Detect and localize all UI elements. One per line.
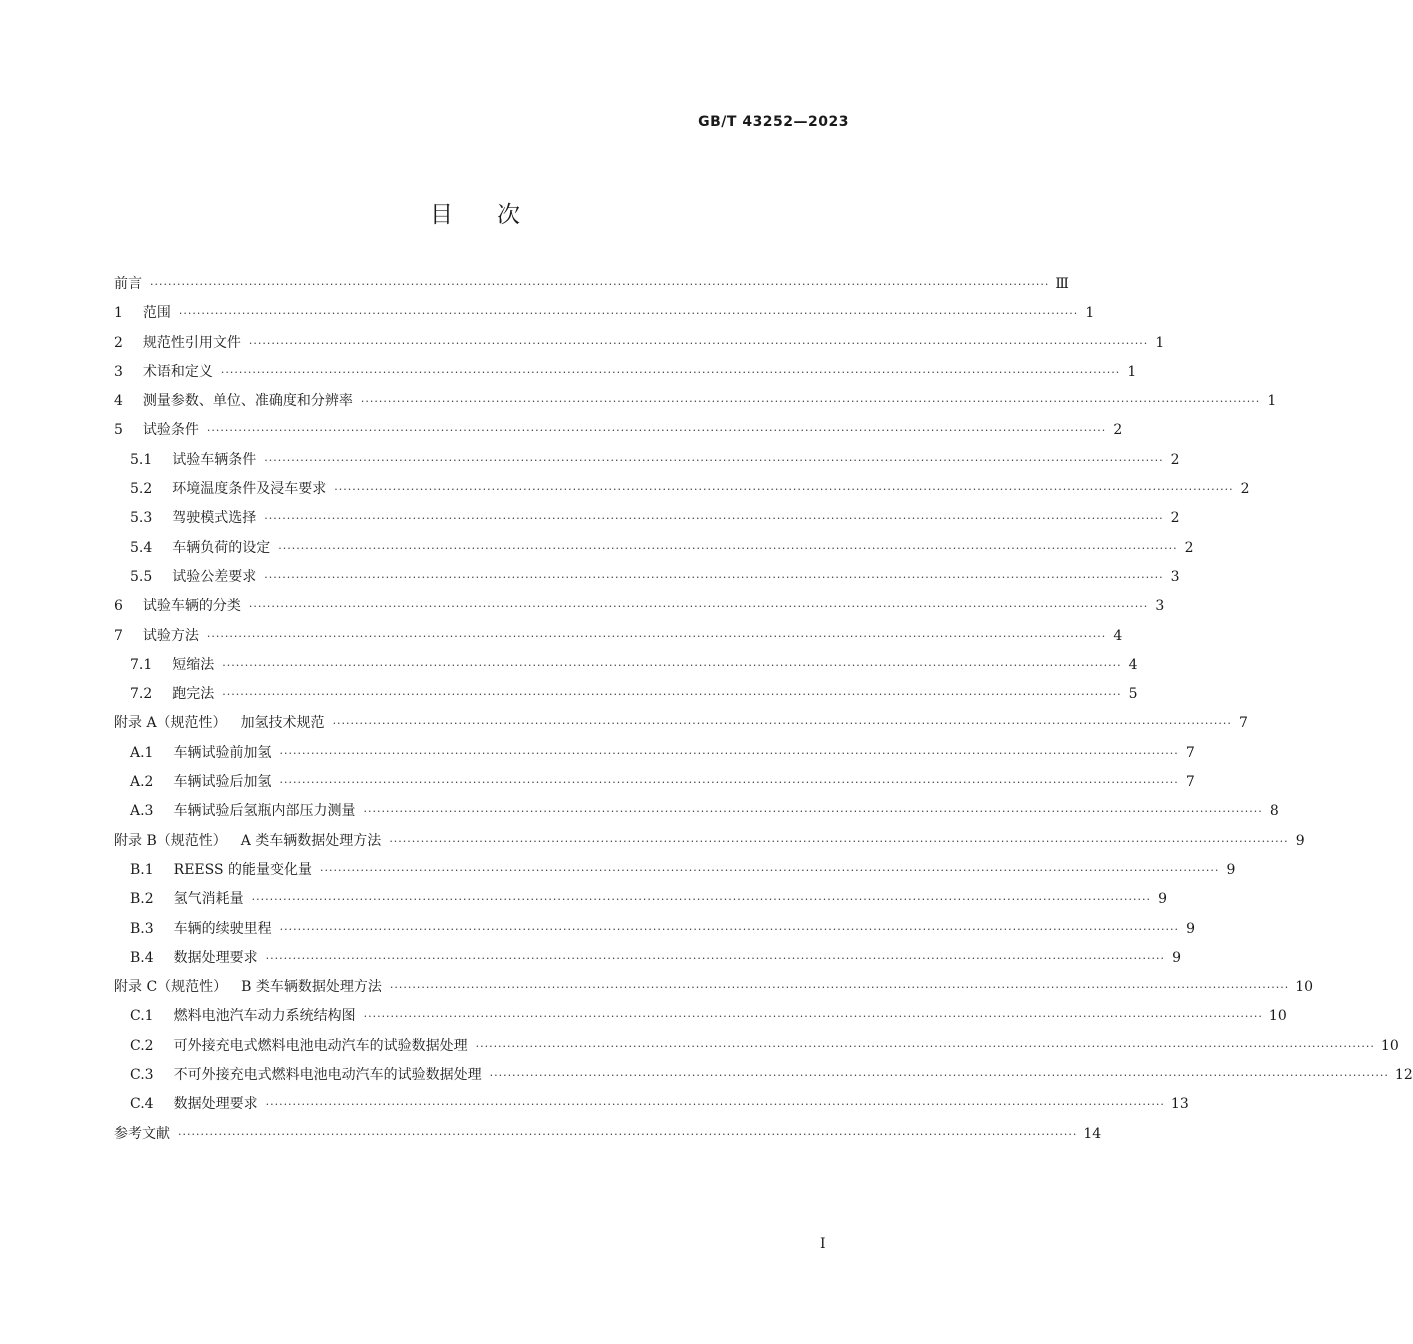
toc-entry-page: 9 [1295,832,1305,849]
toc-entry[interactable] [114,739,1195,768]
toc-entry-number: A.3 [130,803,154,820]
leader-dots: ········································································································································································································ [320,863,1220,877]
toc-entry-number: 5.4 [130,539,153,556]
toc-entry-title: 试验方法 [142,627,199,644]
toc-entry-number: 1 [114,305,123,322]
toc-entry[interactable] [114,387,1277,416]
toc-entry-number: 7 [114,627,123,644]
toc-entry-title: 跑完法 [172,686,215,703]
toc-entry[interactable] [114,358,1137,387]
toc-entry-page: 2 [1170,451,1180,468]
toc-entry-title: 参考文献 [114,1125,170,1142]
toc-entry-title: 车辆试验前加氢 [173,744,272,761]
toc-entry-page: Ⅲ [1055,276,1069,292]
toc-entry-title: 数据处理要求 [173,949,258,966]
toc-entry[interactable] [114,1002,1287,1031]
toc-entry-page: 13 [1170,1096,1189,1113]
leader-dots: ········································································································································································································ [220,365,1121,379]
toc-entry-number: 7.2 [130,686,153,703]
toc-entry[interactable] [114,504,1180,533]
leader-dots: ········································································································································································································ [265,951,1165,965]
toc-entry[interactable] [114,856,1236,885]
toc-entry-title: 车辆的续驶里程 [173,920,272,937]
toc-entry[interactable] [114,270,1069,299]
leader-dots: ········································································································································································································ [279,776,1179,790]
table-of-contents [114,270,1413,1149]
toc-entry-number: C.2 [130,1037,154,1054]
toc-entry-page: 9 [1172,949,1181,966]
toc-entry-page: 1 [1127,363,1137,380]
toc-entry-title: 氢气消耗量 [173,891,244,908]
toc-entry-page: 4 [1113,627,1123,644]
leader-dots: ········································································································································································································ [334,483,1234,497]
toc-entry-number: 5.3 [130,510,153,527]
leader-dots: ········································································································································································································ [332,717,1232,731]
toc-entry-title: 术语和定义 [142,363,213,380]
leader-dots: ········································································································································································································ [248,336,1149,350]
leader-dots: ········································································································································································································ [264,512,1164,526]
toc-entry-page: 2 [1170,510,1180,527]
toc-entry-title: 试验条件 [142,422,199,439]
toc-entry[interactable] [114,1032,1399,1061]
toc-entry-number: 5 [114,422,123,439]
toc-entry-page: 3 [1170,568,1180,585]
toc-entry[interactable] [114,534,1194,563]
leader-dots: ········································································································································································································ [251,893,1151,907]
toc-entry[interactable] [114,797,1279,826]
toc-entry-page: 12 [1394,1067,1413,1084]
toc-entry-title: 驾驶模式选择 [172,510,257,527]
leader-dots: ········································································································································································································ [360,395,1261,409]
toc-entry[interactable] [114,768,1195,797]
toc-entry-title: 试验车辆条件 [172,451,257,468]
toc-entry-title: 不可外接充电式燃料电池电动汽车的试验数据处理 [173,1067,482,1084]
toc-entry[interactable] [114,592,1165,621]
leader-dots: ········································································································································································································ [150,278,1050,291]
toc-entry-number: 附录 B（规范性） [114,832,227,849]
leader-dots: ········································································································································································································ [206,424,1107,438]
toc-entry[interactable] [114,680,1138,709]
toc-entry-number: B.3 [130,920,154,937]
leader-dots: ········································································································································································································ [475,1039,1375,1053]
toc-entry-title: 试验公差要求 [172,568,257,585]
toc-entry-title: 车辆试验后加氢 [173,774,272,791]
toc-entry-number: 附录 A（规范性） [114,715,227,732]
toc-entry-page: 2 [1113,422,1123,439]
toc-entry[interactable] [114,446,1180,475]
toc-entry-page: 3 [1155,598,1165,615]
toc-entry-title: 测量参数、单位、准确度和分辨率 [142,393,353,410]
toc-entry-page: 8 [1269,803,1279,820]
toc-entry[interactable] [114,329,1165,358]
toc-entry-page: 7 [1238,715,1248,732]
toc-entry-title: 试验车辆的分类 [142,598,241,615]
toc-entry-number: B.4 [130,949,154,966]
footer-page-number: I [820,1236,826,1252]
toc-entry-title: 车辆负荷的设定 [172,539,271,556]
toc-entry[interactable] [114,416,1123,445]
toc-entry-number: 6 [114,598,123,615]
leader-dots: ········································································································································································································ [206,629,1107,643]
toc-entry-page: 1 [1085,305,1095,322]
toc-entry[interactable] [114,827,1305,856]
leader-dots: ········································································································································································································ [178,1127,1078,1141]
leader-dots: ········································································································································································································ [222,688,1122,702]
leader-dots: ········································································································································································································ [264,453,1164,467]
toc-entry[interactable] [114,709,1248,738]
standard-number: GB/T 43252—2023 [698,114,849,130]
toc-entry[interactable] [114,651,1138,680]
toc-entry-page: 1 [1267,393,1277,410]
toc-entry[interactable] [114,1120,1102,1149]
toc-entry[interactable] [114,299,1095,328]
toc-entry-page: 9 [1186,920,1195,937]
toc-entry-number: 5.1 [130,451,153,468]
toc-entry-title: 前言 [114,276,142,292]
toc-entry-title: 范围 [142,305,171,322]
toc-entry-title: A 类车辆数据处理方法 [240,832,382,849]
toc-entry-title: 车辆试验后氢瓶内部压力测量 [173,803,356,820]
toc-entry-number: 3 [114,363,123,380]
toc-entry-page: 1 [1155,334,1165,351]
toc-entry-number: 附录 C（规范性） [114,979,228,996]
toc-entry-title: 短缩法 [172,656,215,673]
leader-dots: ········································································································································································································ [363,805,1263,819]
toc-entry-page: 9 [1226,861,1236,878]
toc-entry[interactable] [114,475,1250,504]
toc-entry[interactable] [114,973,1314,1002]
toc-entry-number: 5.5 [130,568,153,585]
toc-entry[interactable] [114,1061,1413,1090]
toc-entry-page: 2 [1184,539,1194,556]
toc-entry-number: C.3 [130,1067,154,1084]
toc-entry-title: REESS 的能量变化量 [173,861,313,878]
toc-entry[interactable] [114,622,1123,651]
toc-entry-page: 2 [1240,481,1250,498]
leader-dots: ········································································································································································································ [489,1069,1389,1083]
leader-dots: ········································································································································································································ [279,746,1179,760]
leader-dots: ········································································································································································································ [363,1010,1263,1024]
toc-entry-number: 5.2 [130,481,153,498]
leader-dots: ········································································································································································································ [389,834,1289,848]
toc-entry-page: 7 [1185,774,1195,791]
page-title: 目次 [430,202,564,228]
leader-dots: ········································································································································································································ [389,981,1290,995]
toc-entry-number: C.1 [130,1008,154,1025]
toc-entry-number: A.1 [130,744,154,761]
toc-entry-title: 规范性引用文件 [142,334,241,351]
leader-dots: ········································································································································································································ [222,658,1122,672]
toc-entry-number: 4 [114,393,123,410]
toc-entry-number: 2 [114,334,123,351]
toc-entry[interactable] [114,944,1181,973]
toc-entry-title: 环境温度条件及浸车要求 [172,481,327,498]
toc-entry-number: A.2 [130,774,154,791]
toc-entry-page: 10 [1380,1037,1399,1054]
toc-entry-page: 7 [1185,744,1195,761]
toc-entry-number: 7.1 [130,656,153,673]
toc-entry[interactable] [114,563,1180,592]
toc-entry-title: 数据处理要求 [173,1096,258,1113]
leader-dots: ········································································································································································································ [279,922,1179,936]
toc-entry-title: 燃料电池汽车动力系统结构图 [173,1008,356,1025]
toc-entry-number: B.1 [130,861,154,878]
toc-entry-page: 5 [1128,686,1138,703]
leader-dots: ········································································································································································································ [178,307,1079,321]
toc-entry-page: 10 [1295,979,1314,996]
toc-entry-page: 14 [1083,1125,1102,1142]
toc-entry-page: 9 [1158,891,1167,908]
toc-entry-page: 10 [1268,1008,1287,1025]
toc-entry-number: C.4 [130,1096,154,1113]
toc-entry-number: B.2 [130,891,154,908]
leader-dots: ········································································································································································································ [278,541,1178,555]
toc-entry-title: 加氢技术规范 [240,715,325,732]
leader-dots: ········································································································································································································ [248,600,1149,614]
toc-entry-page: 4 [1128,656,1138,673]
toc-entry-title: 可外接充电式燃料电池电动汽车的试验数据处理 [173,1037,468,1054]
toc-entry[interactable] [114,915,1195,944]
toc-entry[interactable] [114,1090,1189,1119]
toc-entry[interactable] [114,885,1167,914]
toc-entry-title: B 类车辆数据处理方法 [241,979,382,996]
leader-dots: ········································································································································································································ [265,1098,1165,1112]
leader-dots: ········································································································································································································ [264,570,1164,584]
